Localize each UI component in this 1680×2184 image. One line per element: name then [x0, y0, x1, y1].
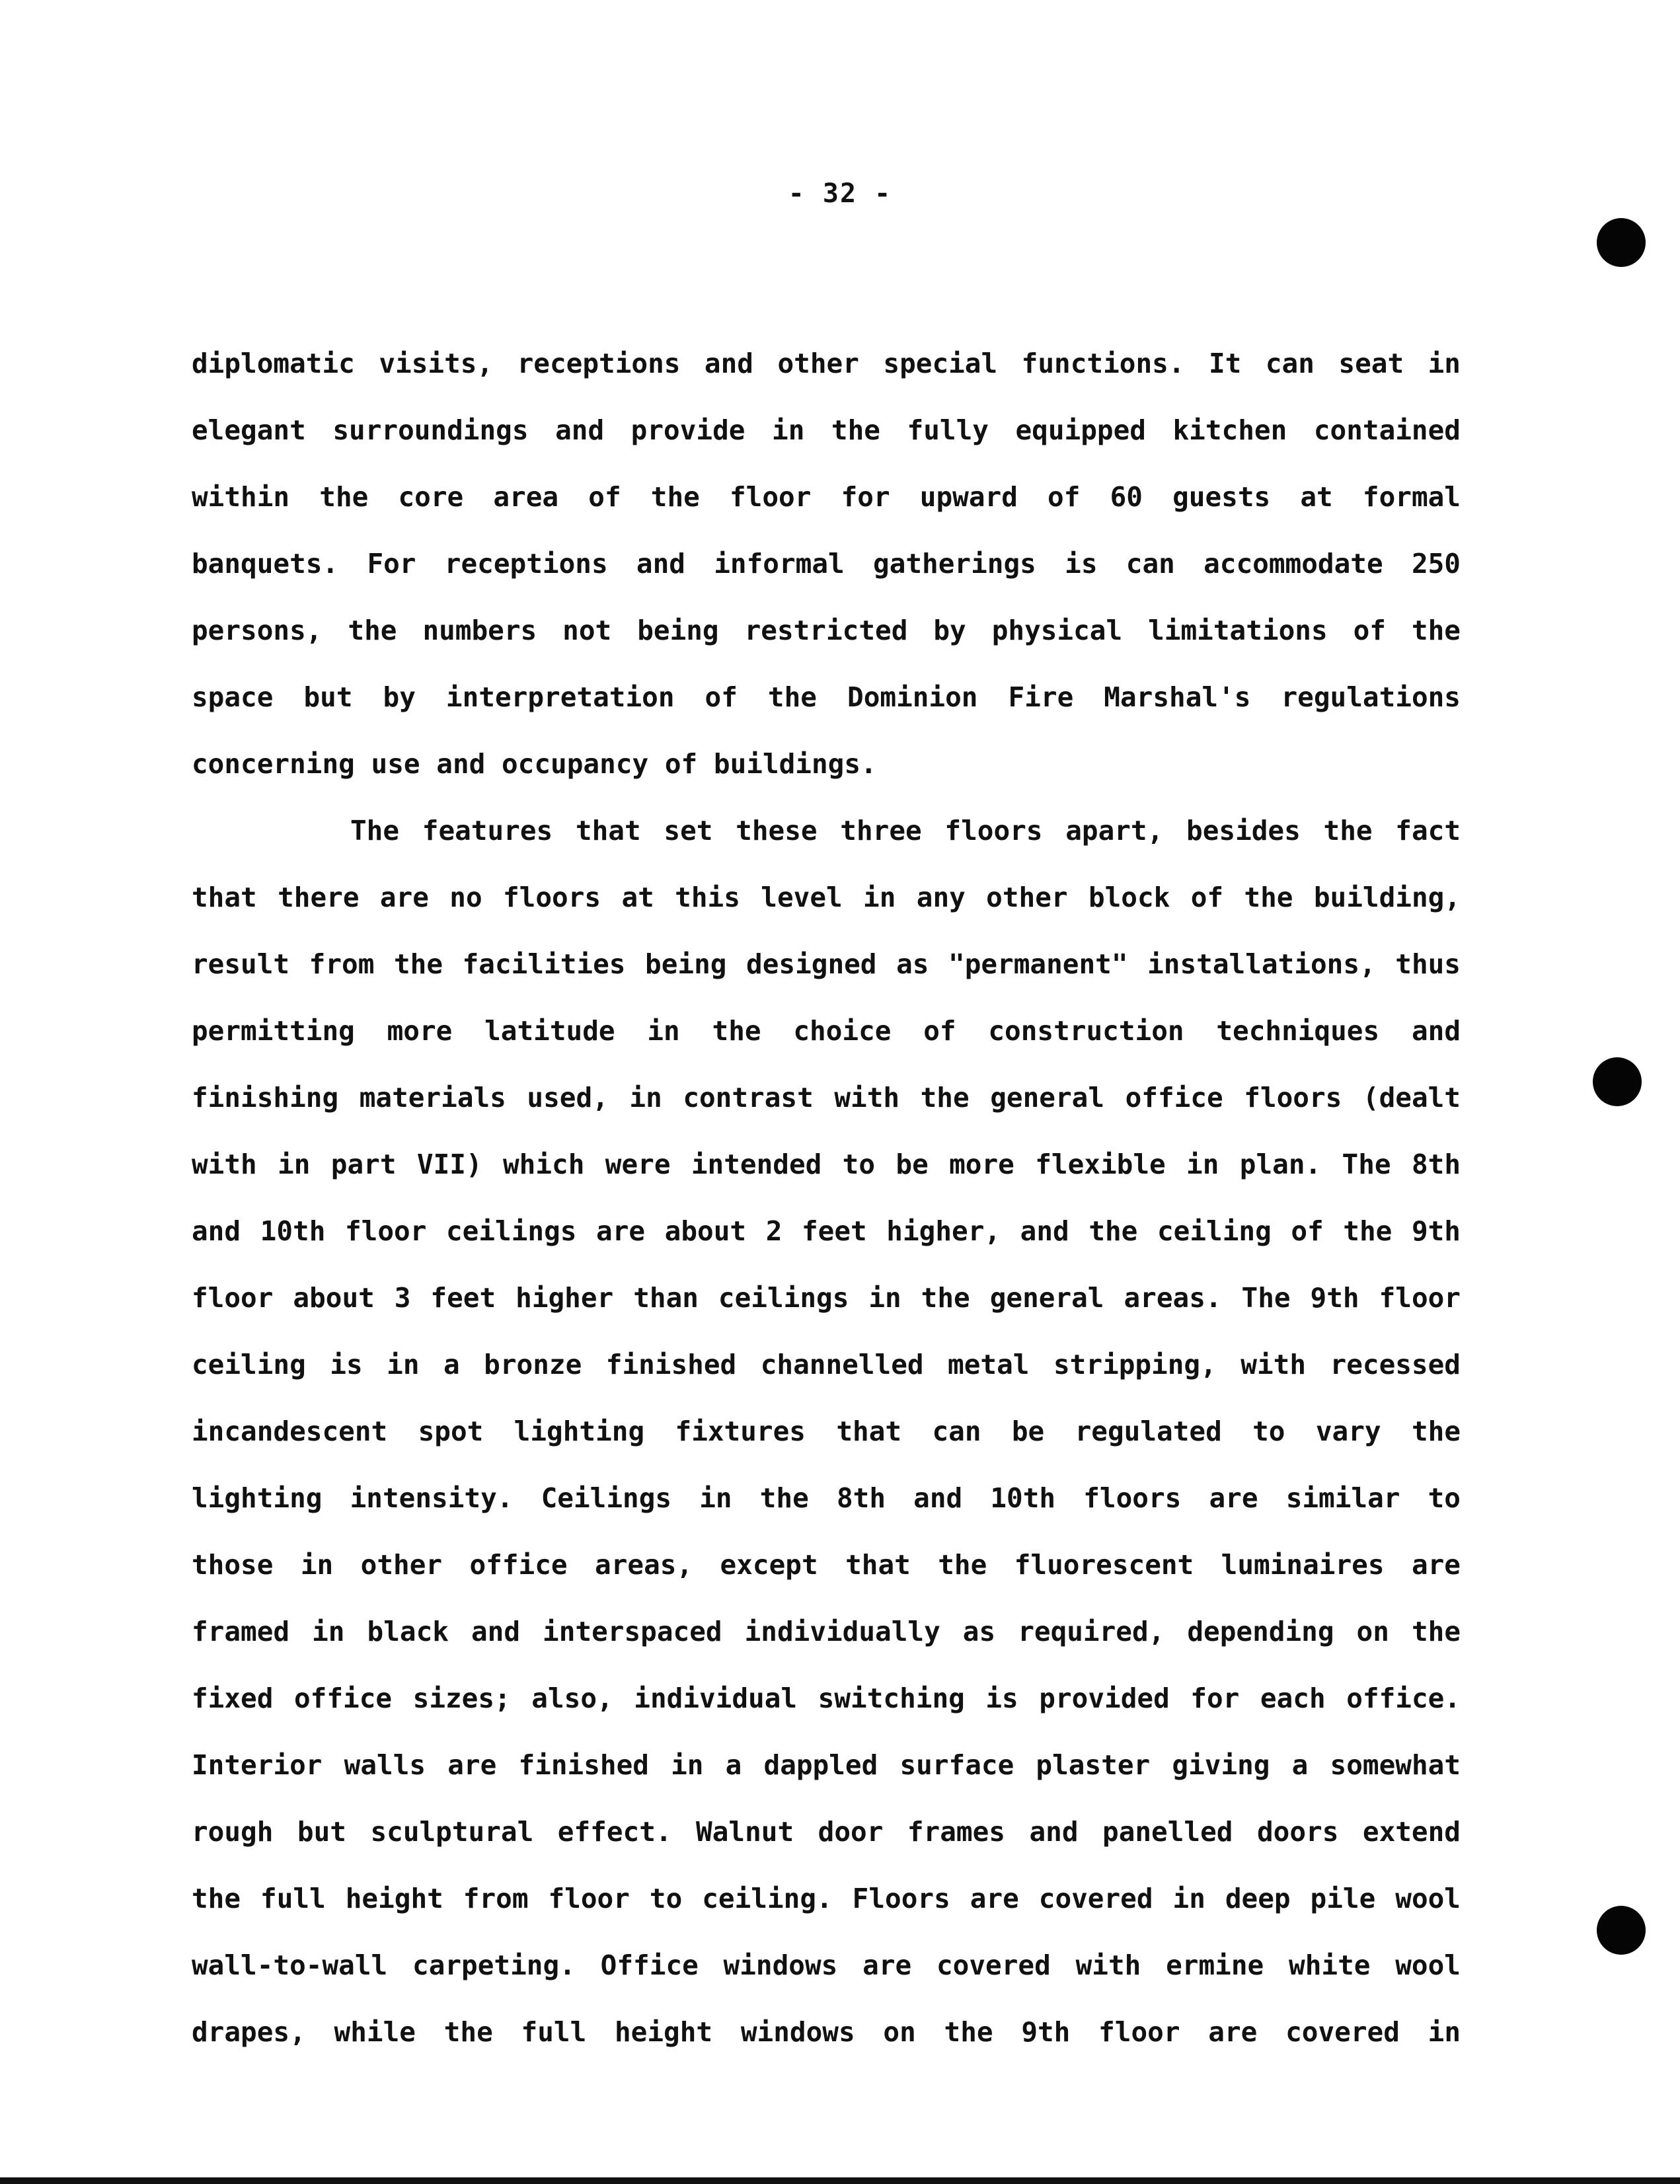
- text-line: fixed office sizes; also, individual switching is provided for each office.: [192, 1682, 1461, 1714]
- text-line: and 10th floor ceilings are about 2 feet higher, and the ceiling of the 9th: [192, 1215, 1461, 1247]
- text-line: space but by interpretation of the Dominion Fire Marshal's regulations: [192, 681, 1461, 713]
- text-line: floor about 3 feet higher than ceilings in the general areas. The 9th floor: [192, 1282, 1461, 1314]
- text-line: those in other office areas, except that the fluorescent luminaires are: [192, 1549, 1461, 1581]
- text-line: The features that set these three floors apart, besides the fact: [350, 815, 1461, 847]
- text-line: incandescent spot lighting fixtures that can be regulated to vary the: [192, 1415, 1461, 1447]
- text-line: lighting intensity. Ceilings in the 8th and 10th floors are similar to: [192, 1482, 1461, 1514]
- paragraph-1: [192, 330, 1461, 798]
- punch-hole-middle: [1593, 1057, 1642, 1106]
- text-line: with in part VII) which were intended to be more flexible in plan. The 8th: [192, 1148, 1461, 1180]
- text-line: persons, the numbers not being restricted by physical limitations of the: [192, 615, 1461, 646]
- text-line: result from the facilities being designed as "permanent" installations, thus: [192, 948, 1461, 980]
- punch-hole-bottom: [1597, 1906, 1646, 1955]
- text-line: diplomatic visits, receptions and other special functions. It can seat in: [192, 348, 1461, 379]
- text-line: wall-to-wall carpeting. Office windows are covered with ermine white wool: [192, 1949, 1461, 1981]
- text-line: concerning use and occupancy of buildings.: [192, 748, 877, 780]
- text-line: rough but sculptural effect. Walnut door frames and panelled doors extend: [192, 1816, 1461, 1848]
- text-line: the full height from floor to ceiling. Floors are covered in deep pile wool: [192, 1883, 1461, 1914]
- text-line: finishing materials used, in contrast with the general office floors (dealt: [192, 1082, 1461, 1113]
- text-line: banquets. For receptions and informal gatherings is can accommodate 250: [192, 548, 1461, 580]
- text-line: Interior walls are finished in a dappled surface plaster giving a somewhat: [192, 1749, 1461, 1781]
- bottom-border: [0, 2177, 1680, 2184]
- text-line: permitting more latitude in the choice of construction techniques and: [192, 1015, 1461, 1047]
- text-line: framed in black and interspaced individually as required, depending on the: [192, 1616, 1461, 1647]
- paragraph-2: [192, 798, 1461, 2066]
- text-line: ceiling is in a bronze finished channelled metal stripping, with recessed: [192, 1349, 1461, 1380]
- text-line: within the core area of the floor for upward of 60 guests at formal: [192, 481, 1461, 513]
- page-number: - 32 -: [788, 178, 892, 209]
- punch-hole-top: [1597, 218, 1646, 267]
- text-line: drapes, while the full height windows on the 9th floor are covered in: [192, 2016, 1461, 2048]
- text-line: that there are no floors at this level in any other block of the building,: [192, 882, 1461, 913]
- body-text: [192, 330, 1461, 2066]
- text-line: elegant surroundings and provide in the fully equipped kitchen contained: [192, 414, 1461, 446]
